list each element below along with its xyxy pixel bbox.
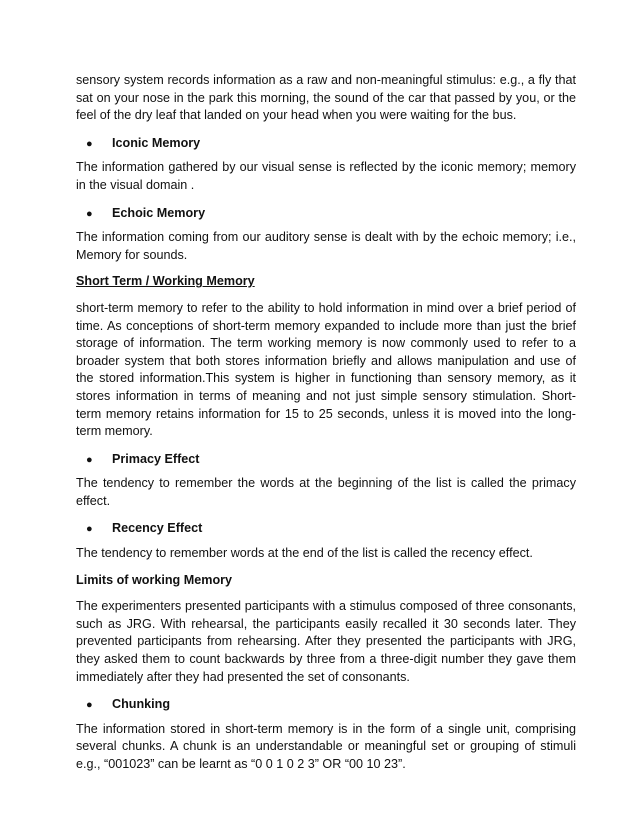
bullet-label: Recency Effect [112,521,203,536]
section-heading-limits-working-memory: Limits of working Memory [76,572,233,587]
bullet-primacy-effect [86,451,576,470]
recency-paragraph: The tendency to remember words at the end of the list is called the recency effect. [76,546,533,561]
bullet-iconic-memory [86,135,576,154]
echoic-paragraph: The information coming from our auditory sense is dealt with by the echoic memory; i.e., Memory for sounds. [76,230,576,262]
bullet-recency-effect [86,520,576,539]
bullet-label: Iconic Memory [112,135,201,150]
bullet-echoic-memory [86,205,576,224]
primacy-paragraph: The tendency to remember the words at the beginning of the list is called the primacy effect. [76,476,576,508]
iconic-paragraph: The information gathered by our visual sense is reflected by the iconic memory; memory in the visual domain . [76,160,576,192]
bullet-dot-icon: ● [86,699,93,712]
intro-paragraph: sensory system records information as a raw and non-meaningful stimulus: e.g., a fly that sat on your nose in the park this morning, the sound of the car that passed by you, or the feel of the dry leaf that landed on your head when you were waiting for the bus. [76,73,576,123]
bullet-label: Chunking [112,697,171,712]
bullet-dot-icon: ● [86,137,93,150]
bullet-label: Echoic Memory [112,205,206,220]
section-heading-short-term-memory: Short Term / Working Memory [76,274,255,289]
bullet-label: Primacy Effect [112,451,200,466]
bullet-dot-icon: ● [86,207,93,220]
bullet-dot-icon: ● [86,453,93,466]
limits-paragraph: The experimenters presented participants with a stimulus composed of three consonants, such as JRG. With rehearsal, the participants easily recalled it 30 seconds later. They prevented participants from rehearsing. After they presented the participants with JRG, they asked them to count backwards by three from a three-digit number they gave them immediately after they had presented the set of consonants. [76,599,576,684]
short-term-memory-paragraph: short-term memory to refer to the ability to hold information in mind over a brief period of time. As conceptions of short-term memory expanded to include more than just the brief storage of information. The term working memory is now commonly used to refer to a broader system that both stores information briefly and allows manipulation and use of the stored information.This system is higher in functioning than sensory memory, as it stores information in terms of meaning and not just simple sensory stimulation. Short-term memory retains information for 15 to 25 seconds, unless it is moved into the long- term memory. [76,300,576,439]
chunking-paragraph: The information stored in short-term memory is in the form of a single unit, comprising several chunks. A chunk is an understandable or meaningful set or grouping of stimuli e.g., “001023” can be learnt as “0 0 1 0 2 3” OR “00 10 23”. [76,721,576,771]
bullet-chunking [86,696,576,715]
bullet-dot-icon: ● [86,523,93,536]
